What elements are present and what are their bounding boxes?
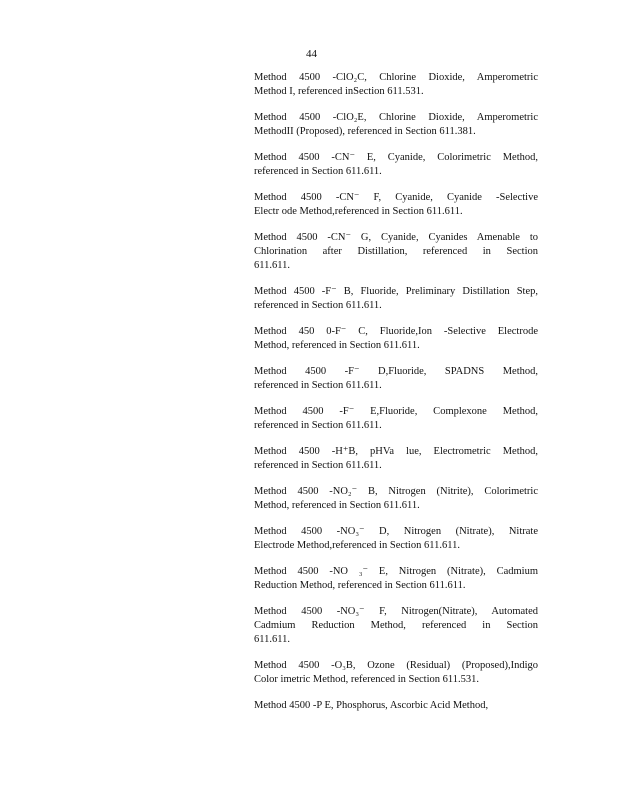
method-entry-line: Method 4500 -ClO₂C, Chlorine Dioxide, Amperometric xyxy=(254,72,538,83)
method-entry xyxy=(254,365,538,393)
method-entry xyxy=(254,111,538,139)
method-entry-line: Method 4500 -NO ₃⁻ E, Nitrogen (Nitrate), Cadmium xyxy=(254,566,538,577)
method-entry-line: 611.611. xyxy=(254,260,290,271)
method-entry xyxy=(254,605,538,647)
method-entry xyxy=(254,525,538,553)
method-entry xyxy=(254,445,538,473)
method-entry-line: Method 4500 -ClO₂E, Chlorine Dioxide, Amperometric xyxy=(254,112,538,123)
method-entry xyxy=(254,405,538,433)
method-entry-line: Chlorination after Distillation, referenced in Section xyxy=(254,246,538,257)
method-entry xyxy=(254,71,538,99)
method-entry-line: Method 4500 -CN⁻ F, Cyanide, Cyanide -Selective xyxy=(254,192,538,203)
method-entry-line: 611.611. xyxy=(254,634,290,645)
method-entry-line: Color imetric Method, referenced in Section 611.531. xyxy=(254,674,480,685)
method-entry xyxy=(254,191,538,219)
method-entry-line: referenced in Section 611.611. xyxy=(254,166,382,177)
method-entry-line: referenced in Section 611.611. xyxy=(254,420,382,431)
method-entry-line: Method 450 0-F⁻ C, Fluoride,Ion -Selective Electrode xyxy=(254,326,538,337)
method-entry-line: referenced in Section 611.611. xyxy=(254,380,382,391)
method-entry-line: Electr ode Method,referenced in Section 611.611. xyxy=(254,206,463,217)
method-entry-line: Electrode Method,referenced in Section 611.611. xyxy=(254,540,460,551)
method-entry xyxy=(254,659,538,687)
method-entry-line: referenced in Section 611.611. xyxy=(254,300,382,311)
method-entry-line: Cadmium Reduction Method, referenced in Section xyxy=(254,620,538,631)
method-entry-line: Method 4500 -F⁻ B, Fluoride, Preliminary Distillation Step, xyxy=(254,286,538,297)
method-entry xyxy=(254,325,538,353)
method-entry-line: Method 4500 -CN⁻ G, Cyanide, Cyanides Amenable to xyxy=(254,232,538,243)
method-entry-line: Method 4500 -F⁻ D,Fluoride, SPADNS Method, xyxy=(254,366,538,377)
method-entry-line: Method 4500 -CN⁻ E, Cyanide, Colorimetric Method, xyxy=(254,152,538,163)
method-entry-line: Method 4500 -NO₂⁻ B, Nitrogen (Nitrite), Colorimetric xyxy=(254,486,538,497)
method-entry-line: referenced in Section 611.611. xyxy=(254,460,382,471)
method-entry xyxy=(254,285,538,313)
method-entry-line: MethodII (Proposed), referenced in Section 611.381. xyxy=(254,126,476,137)
method-entry-line: Method, referenced in Section 611.611. xyxy=(254,340,420,351)
method-entry-line: Method, referenced in Section 611.611. xyxy=(254,500,420,511)
method-list xyxy=(254,71,538,725)
method-entry xyxy=(254,565,538,593)
method-entry-line: Method I, referenced inSection 611.531. xyxy=(254,86,424,97)
method-entry-line: Method 4500 -F⁻ E,Fluoride, Complexone Method, xyxy=(254,406,538,417)
method-entry-line: Reduction Method, referenced in Section 611.611. xyxy=(254,580,466,591)
method-entry-line: Method 4500 -H⁺B, pHVa lue, Electrometric Method, xyxy=(254,446,538,457)
method-entry xyxy=(254,151,538,179)
method-entry-line: Method 4500 -O₃B, Ozone (Residual) (Proposed),Indigo xyxy=(254,660,538,671)
page-number: 44 xyxy=(306,48,317,60)
method-entry xyxy=(254,231,538,273)
method-entry xyxy=(254,699,538,713)
method-entry-line: Method 4500 -NO₃⁻ F, Nitrogen(Nitrate), Automated xyxy=(254,606,538,617)
method-entry-line: Method 4500 -P E, Phosphorus, Ascorbic Acid Method, xyxy=(254,700,489,711)
method-entry-line: Method 4500 -NO₃⁻ D, Nitrogen (Nitrate), Nitrate xyxy=(254,526,538,537)
method-entry xyxy=(254,485,538,513)
